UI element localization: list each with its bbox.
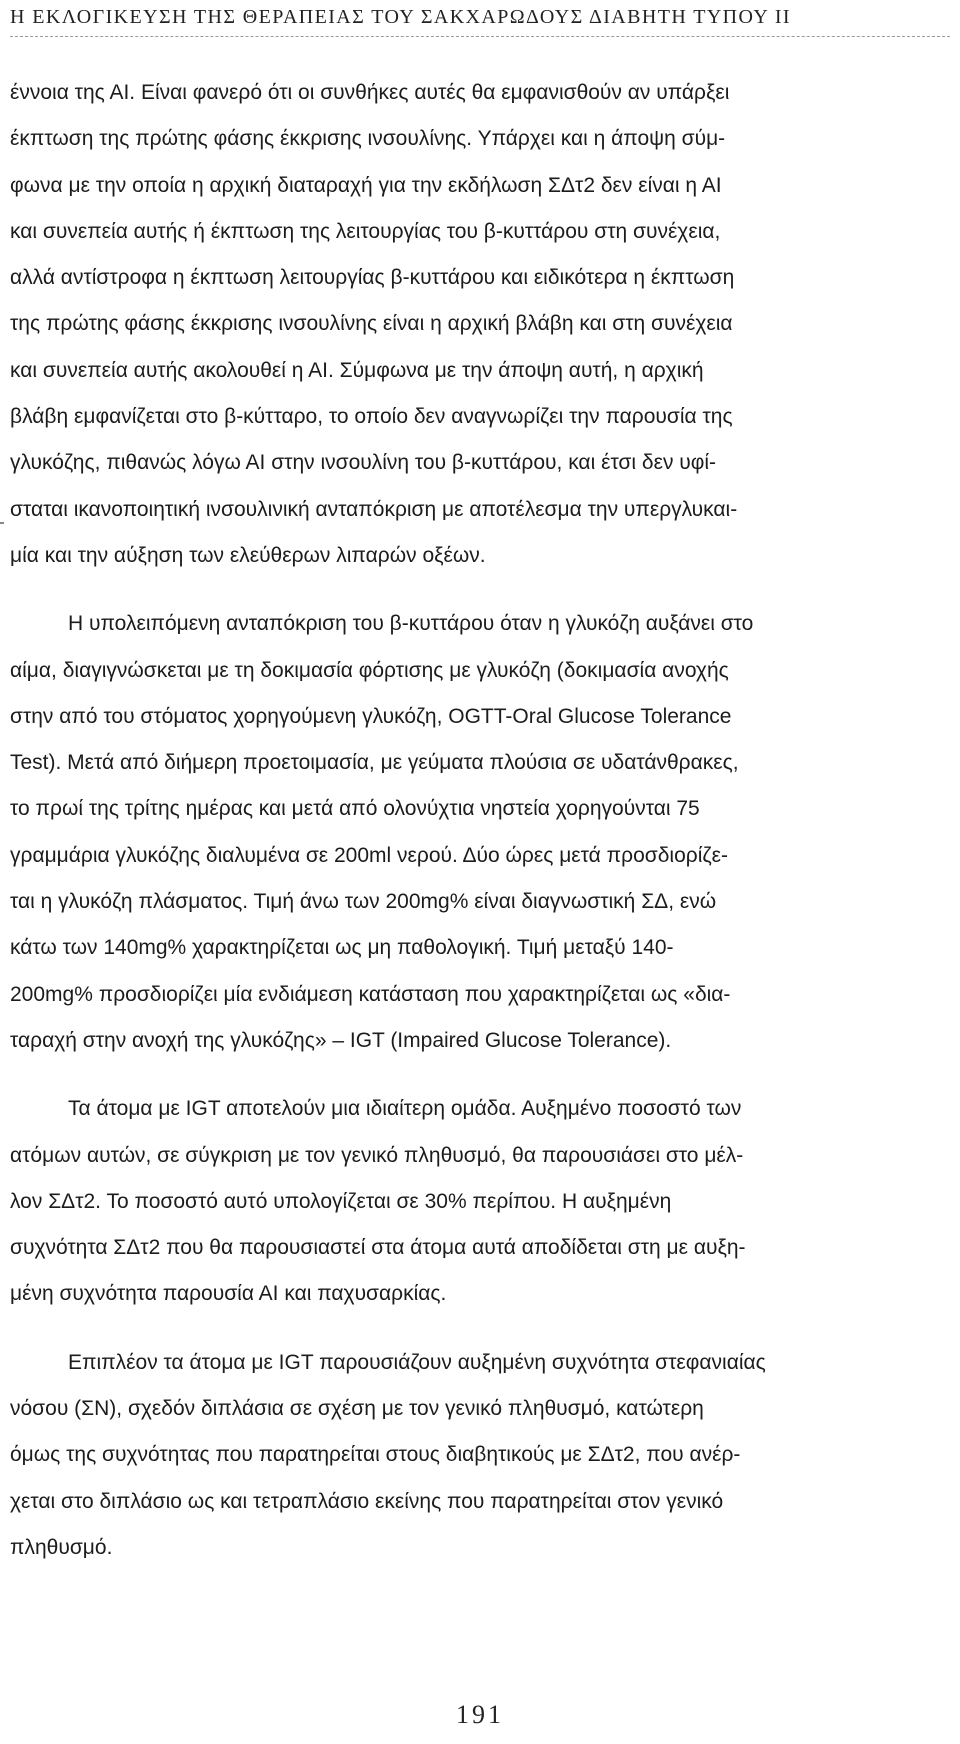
text-line: μένη συχνότητα παρουσία ΑΙ και παχυσαρκίας. — [10, 1282, 447, 1306]
text-line: λον ΣΔτ2. Το ποσοστό αυτό υπολογίζεται σε 30% περίπου. Η αυξημένη — [10, 1189, 672, 1213]
text-line: ατόμων αυτών, σε σύγκριση με τον γενικό πληθυσμό, θα παρουσιάσει στο μέλ- — [10, 1143, 744, 1167]
paragraph — [10, 601, 954, 1064]
paragraph-gap — [10, 1064, 954, 1086]
text-line: της πρώτης φάσης έκκρισης ινσουλίνης είναι η αρχική βλάβη και στη συνέχεια — [10, 312, 733, 336]
text-line: νόσου (ΣΝ), σχεδόν διπλάσια σε σχέση με τον γενικό πληθυσμό, κατώτερη — [10, 1397, 704, 1421]
text-line: όμως της συχνότητας που παρατηρείται στους διαβητικούς με ΣΔτ2, που ανέρ- — [10, 1443, 741, 1467]
text-line: στην από του στόματος χορηγούμενη γλυκόζη, OGTT-Oral Glucose Tolerance — [10, 704, 732, 728]
text-line: και συνεπεία αυτής ή έκπτωση της λειτουργίας του β-κυττάρου στη συνέχεια, — [10, 219, 721, 243]
text-line: πληθυσμό. — [10, 1535, 113, 1559]
text-line: γραμμάρια γλυκόζης διαλυμένα σε 200ml νερού. Δύο ώρες μετά προσδιορίζε- — [10, 843, 728, 867]
running-header: Η ΕΚΛΟΓΙΚΕΥΣΗ ΤΗΣ ΘΕΡΑΠΕΙΑΣ ΤΟΥ ΣΑΚΧΑΡΩΔΟΥΣ ΔΙΑΒΗΤΗ ΤΥΠΟΥ ΙΙ — [10, 6, 791, 28]
paragraph — [10, 70, 954, 579]
body-text — [10, 70, 954, 1571]
text-line: ταραχή στην ανοχή της γλυκόζης» – IGT (Impaired Glucose Tolerance). — [10, 1028, 672, 1052]
text-line: Τα άτομα με IGT αποτελούν μια ιδιαίτερη ομάδα. Αυξημένο ποσοστό των — [68, 1097, 742, 1121]
paragraph-gap — [10, 579, 954, 601]
text-line: αίμα, διαγιγνώσκεται με τη δοκιμασία φόρτισης με γλυκόζη (δοκιμασία ανοχής — [10, 658, 729, 682]
text-line: Επιπλέον τα άτομα με IGT παρουσιάζουν αυξημένη συχνότητα στεφανιαίας — [68, 1350, 766, 1374]
text-line: χεται στο διπλάσιο ως και τετραπλάσιο εκείνης που παρατηρείται στον γενικό — [10, 1489, 724, 1513]
text-line: σταται ικανοποιητική ινσουλινική ανταπόκριση με αποτέλεσμα την υπεργλυκαι- — [10, 497, 738, 521]
page-number: 191 — [456, 1700, 504, 1729]
text-line: έκπτωση της πρώτης φάσης έκκρισης ινσουλίνης. Υπάρχει και η άποψη σύμ- — [10, 127, 726, 151]
paragraph — [10, 1086, 954, 1317]
text-line: το πρωί της τρίτης ημέρας και μετά από ολονύχτια νηστεία χορηγούνται 75 — [10, 797, 700, 821]
text-line: ται η γλυκόζη πλάσματος. Τιμή άνω των 200mg% είναι διαγνωστική ΣΔ, ενώ — [10, 890, 717, 914]
text-line: κάτω των 140mg% χαρακτηρίζεται ως μη παθολογική. Τιμή μεταξύ 140- — [10, 936, 674, 960]
text-line: έννοια της ΑΙ. Είναι φανερό ότι οι συνθήκες αυτές θα εμφανισθούν αν υπάρξει — [10, 81, 730, 104]
text-line: και συνεπεία αυτής ακολουθεί η ΑΙ. Σύμφωνα με την άποψη αυτή, η αρχική — [10, 358, 704, 382]
text-line: φωνα με την οποία η αρχική διαταραχή για την εκδήλωση ΣΔτ2 δεν είναι η ΑΙ — [10, 173, 722, 197]
text-line: μία και την αύξηση των ελεύθερων λιπαρών οξέων. — [10, 543, 486, 567]
text-line: 200mg% προσδιορίζει μία ενδιάμεση κατάσταση που χαρακτηρίζεται ως «δια- — [10, 982, 731, 1006]
paragraph — [10, 1340, 954, 1571]
header-rule — [10, 36, 950, 37]
text-line: Test). Μετά από διήμερη προετοιμασία, με γεύματα πλούσια σε υδατάνθρακες, — [10, 751, 739, 775]
text-line: αλλά αντίστροφα η έκπτωση λειτουργίας β-κυττάρου και ειδικότερα η έκπτωση — [10, 266, 735, 290]
text-line: Η υπολειπόμενη ανταπόκριση του β-κυττάρου όταν η γλυκόζη αυξάνει στο — [68, 612, 754, 636]
text-line: γλυκόζης, πιθανώς λόγω ΑΙ στην ινσουλίνη του β-κυττάρου, και έτσι δεν υφί- — [10, 451, 717, 475]
paragraph-gap — [10, 1318, 954, 1340]
text-line: συχνότητα ΣΔτ2 που θα παρουσιαστεί στα άτομα αυτά αποδίδεται στη με αυξη- — [10, 1236, 746, 1260]
text-line: βλάβη εμφανίζεται στο β-κύτταρο, το οποίο δεν αναγνωρίζει την παρουσία της — [10, 405, 733, 429]
margin-mark — [0, 522, 4, 524]
